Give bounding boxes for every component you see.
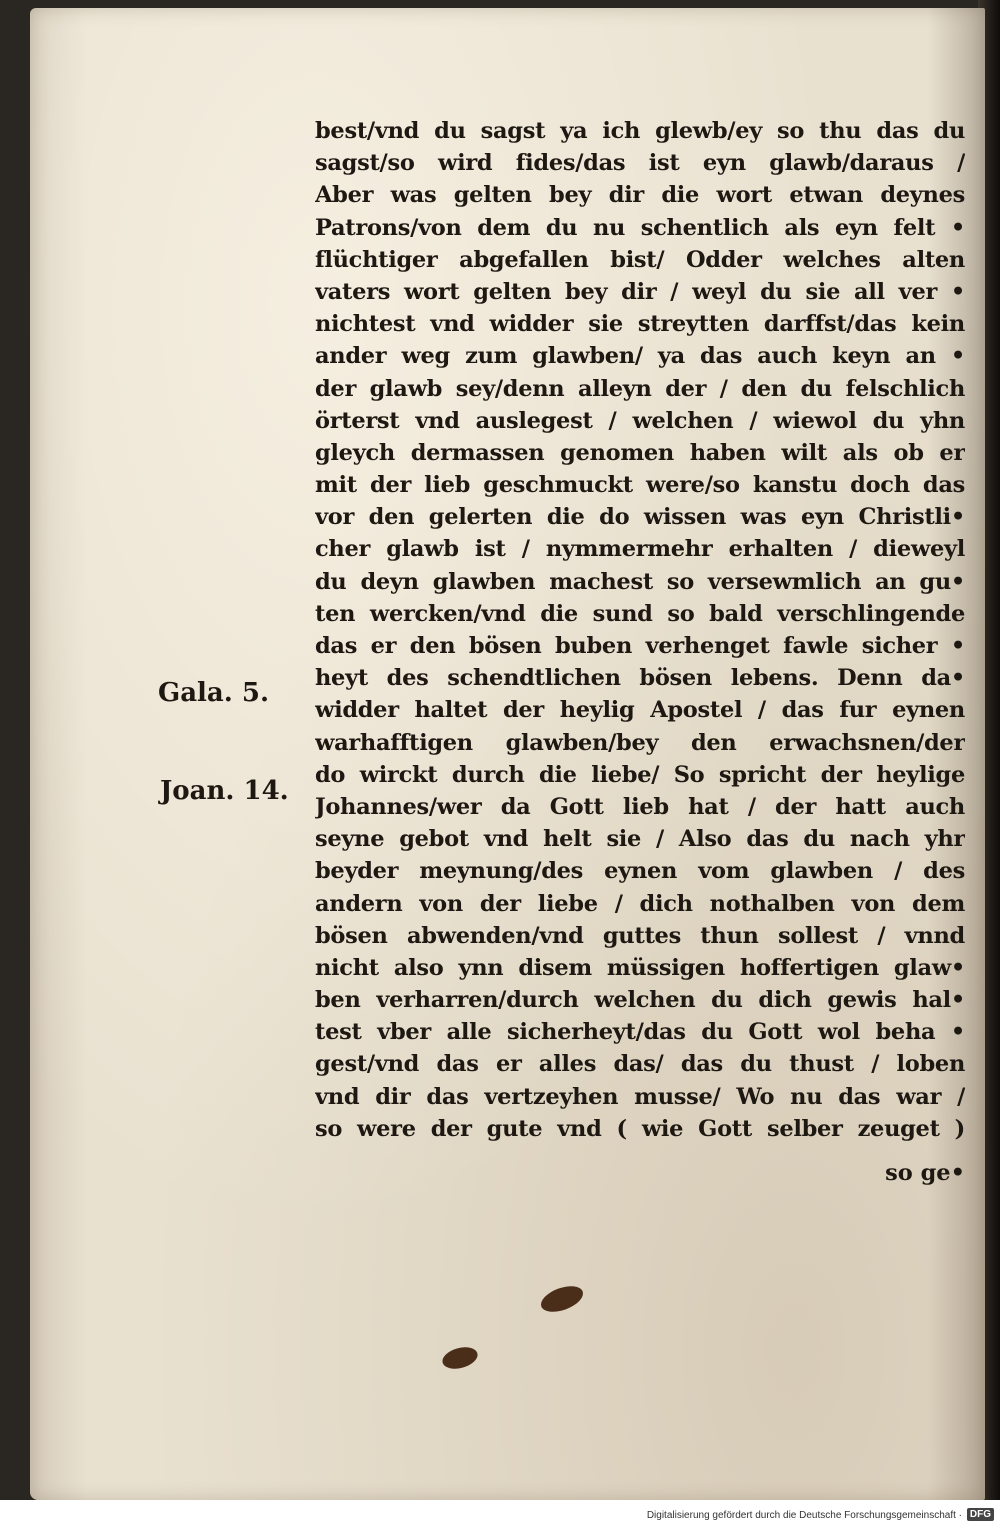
text-line: gleych dermassen genomen haben wilt als ob er [315,439,965,466]
text-column [315,115,965,1145]
text-line: vor den gelerten die do wissen was eyn Christli• [315,504,965,531]
margin-note-joan: Joan. 14. [160,776,289,806]
text-line: das er den bösen buben verhenget fawle sicher • [315,633,965,659]
text-line: so were der gute vnd ( wie Gott selber zeuget ) [315,1115,965,1142]
book-page [30,8,985,1500]
dfg-logo: DFG [967,1508,994,1521]
text-line: der glawb sey/denn alleyn der / den du felschlich [315,375,965,402]
text-line: nicht also ynn disem müssigen hoffertigen glaw• [315,954,965,981]
text-line: test vber alle sicherheyt/das du Gott wol beha • [315,1019,965,1046]
text-line: Johannes/wer da Gott lieb hat / der hatt auch [315,793,965,820]
text-line: nichtest vnd widder sie streytten darffst/das kein [315,311,965,338]
text-line: andern von der liebe / dich nothalben von dem [315,890,965,917]
text-line: cher glawb ist / nymmermehr erhalten / dieweyl [315,536,965,563]
text-line: Aber was gelten bey dir die wort etwan deynes [315,182,965,209]
text-line: mit der lieb geschmuckt were/so kanstu doch das [315,472,965,499]
text-line: beyder meynung/des eynen vom glawben / des [315,858,965,885]
text-line: Patrons/von dem du nu schentlich als eyn felt • [315,214,965,241]
text-line: seyne gebot vnd helt sie / Also das du nach yhr [315,826,965,853]
footer-bar [0,1500,1000,1531]
text-line: ten wercken/vnd die sund so bald verschlingende [315,600,965,627]
text-line: widder haltet der heylig Apostel / das fur eynen [315,697,965,724]
text-line: ander weg zum glawben/ ya das auch keyn an • [315,343,965,370]
text-line: vaters wort gelten bey dir / weyl du sie all ver • [315,278,965,305]
text-line: flüchtiger abgefallen bist/ Odder welches alten [315,246,965,273]
text-line: sagst/so wird fides/das ist eyn glawb/daraus / [315,150,965,177]
text-line: vnd dir das vertzeyhen musse/ Wo nu das war / [315,1083,965,1110]
ink-blot [440,1344,480,1373]
text-line: heyt des schendtlichen bösen lebens. Denn da• [315,665,965,692]
margin-note-gala: Gala. 5. [158,678,270,708]
text-line: best/vnd du sagst ya ich glewb/ey so thu das du [315,118,965,144]
ink-blot [538,1281,587,1317]
text-line: örterst vnd auslegest / welchen / wiewol du yhn [315,407,965,434]
text-line: ben verharren/durch welchen du dich gewis hal• [315,987,965,1014]
text-line: warhafftigen glawben/bey den erwachsnen/der [315,729,965,756]
text-line: du deyn glawben machest so versewmlich an gu• [315,568,965,595]
text-line: bösen abwenden/vnd guttes thun sollest / vnnd [315,922,965,949]
text-line: gest/vnd das er alles das/ das du thust / loben [315,1051,965,1078]
text-line: do wirckt durch die liebe/ So spricht der heylige [315,761,965,788]
catchword: so ge• [885,1160,965,1186]
funding-credit: Digitalisierung gefördert durch die Deutsche Forschungsgemeinschaft · [646,1510,962,1521]
